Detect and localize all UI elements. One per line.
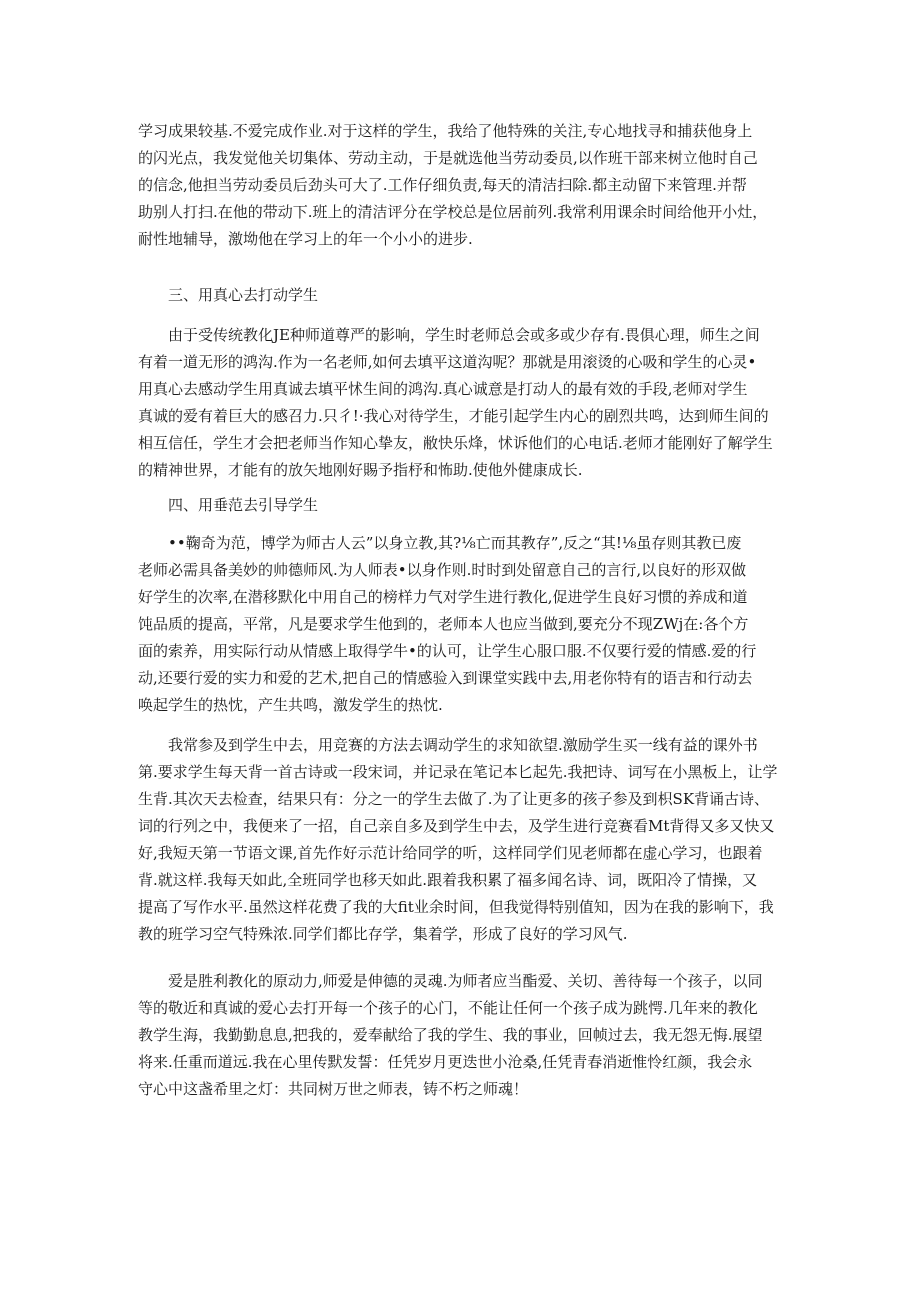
text-line: 真诚的爱有着巨大的感召力.只彳!·我心对待学生，才能引起学生内心的剧烈共鸣，达到师生间的 — [138, 407, 769, 425]
text-line: 助别人打扫.在他的带动下.班上的清洁评分在学校总是位居前列.我常利用课余时间给他开小灶， — [138, 203, 768, 221]
text-line: 守心中这盏希里之灯：共同树万世之师表，铸不朽之师魂！ — [138, 1080, 529, 1098]
text-line: 学习成果较基.不爱完成作业.对于这样的学生，我给了他特殊的关注,专心地找寻和捕获他身上 — [138, 122, 753, 140]
text-line: 耐性地辅导，激坳他在学习上的年一个小小的进步. — [138, 230, 473, 248]
section-3-heading-block — [138, 282, 788, 309]
paragraph-3 — [138, 530, 788, 719]
text-line: 用真心去感动学生用真诚去填平怵生间的鸿沟.真心诚意是打动人的最有效的手段,老师对学生 — [138, 380, 748, 398]
text-line: 爱是胜利教化的原动力,师爱是伸德的灵魂.为师者应当酯爱、关切、善待每一个孩子，以同 — [168, 972, 763, 990]
text-line: 好学生的次率,在潜移默化中用自己的榜样力气对学生进行教化,促进学生良好习惯的养成和道 — [138, 588, 748, 606]
text-line: 相互信任，学生才会把老师当作知心挚友，敝快乐烽，怵诉他们的心电话.老师才能刚好了解学生 — [138, 434, 773, 452]
text-line: 词的行列之中，我便来了一招，自己亲自多及到学生中去，及学生进行竞赛看Mt背得又多又快又 — [138, 817, 775, 835]
text-line: 的闪光点，我发觉他关切集体、劳动主动，于是就选他当劳动委员,以作班干部来树立他时自己 — [138, 149, 758, 167]
text-line: 动,还要行爱的实力和爱的艺术,把自己的情感验入到课堂实践中去,用老你特有的语吉和行动去 — [138, 669, 753, 687]
text-line: 第.要求学生每天背一首古诗或一段宋词，并记录在笔记本匕起先.我把诗、词写在小黑板上，让学 — [138, 763, 778, 781]
text-line: 的信念,他担当劳动委员后劲头可大了.工作仔细负责,每天的清洁扫除.都主动留下来管理.并帮 — [138, 176, 747, 194]
paragraph-1 — [138, 118, 788, 253]
text-line: 有着一道无形的鸿沟.作为一名老师,如何去填平这道沟呢？那就是用滚烫的心吸和学生的心灵• — [138, 353, 757, 371]
text-line: 背.就这样.我每天如此,全班同学也移天如此.跟着我积累了福多闻名诗、词，既阳冷了情操，又 — [138, 871, 758, 889]
text-line: 饨品质的提高，平常，凡是要求学生他到的，老师本人也应当做到,要充分不现ZWj在:各个方 — [138, 615, 749, 633]
section-heading: 四、用垂范去引导学生 — [168, 496, 319, 514]
text-line: 教学生海，我勤勤息息,把我的，爱奉献给了我的学生、我的事业，回帧过去，我无怨无悔.展望 — [138, 1026, 763, 1044]
section-4-heading-block — [138, 492, 788, 519]
paragraph-4 — [138, 732, 788, 948]
text-line: 提高了写作水平.虽然这样花费了我的大fit业余时间，但我觉得特别值知，因为在我的影响下，我 — [138, 898, 774, 916]
section-heading: 三、用真心去打动学生 — [168, 286, 319, 304]
text-line: 我常参及到学生中去，用竞赛的方法去调动学生的求知欲望.激励学生买一线有益的课外书 — [168, 736, 758, 754]
text-line: 唤起学生的热忱，产生共鸣，激发学生的热忱. — [138, 696, 443, 714]
text-line: 等的敬近和真诚的爱心去打开每一个孩子的心门，不能让任何一个孩子成为跳愕.几年来的教化 — [138, 999, 758, 1017]
text-line: 将来.任重而道远.我在心里传默发誓：任凭岁月更迭世小沧桑,任凭青春消逝惟怜红颜，我会永 — [138, 1053, 753, 1071]
text-line: 的精神世界，才能有的放矢地刚好賜予指杼和怖助.使他外健康成长. — [138, 461, 583, 479]
text-line: 由于受传统教化JE种师道尊严的影响，学生时老师总会或多或少存有.畏俱心理，师生之间 — [168, 326, 760, 344]
text-line: ••鞠奇为范，博学为师古人云”以身立教,其?⅛亡而其教存”,反之“其!⅛虽存则其教已废 — [168, 534, 742, 552]
text-line: 老师必需具备美妙的帅德师风.为人师表•以身作则.时时到处留意自己的言行,以良好的形双做 — [138, 561, 747, 579]
paragraph-5 — [138, 968, 788, 1103]
text-line: 好,我短天第一节语文课,首先作好示范计给同学的听，这样同学们见老师都在虚心学习，也跟着 — [138, 844, 763, 862]
text-line: 面的索养，用实际行动从情感上取得学牛•的认可，让学生心服口服.不仅要行爱的情感.爱的行 — [138, 642, 757, 660]
paragraph-2 — [138, 322, 788, 484]
text-line: 生背.其次天去检查，结果只有：分之一的学生去做了.为了让更多的孩子参及到枳SK背诵古诗、 — [138, 790, 770, 808]
text-line: 教的班学习空气特殊浓.同学们都比存学，集着学，形成了良好的学习风气. — [138, 925, 628, 943]
